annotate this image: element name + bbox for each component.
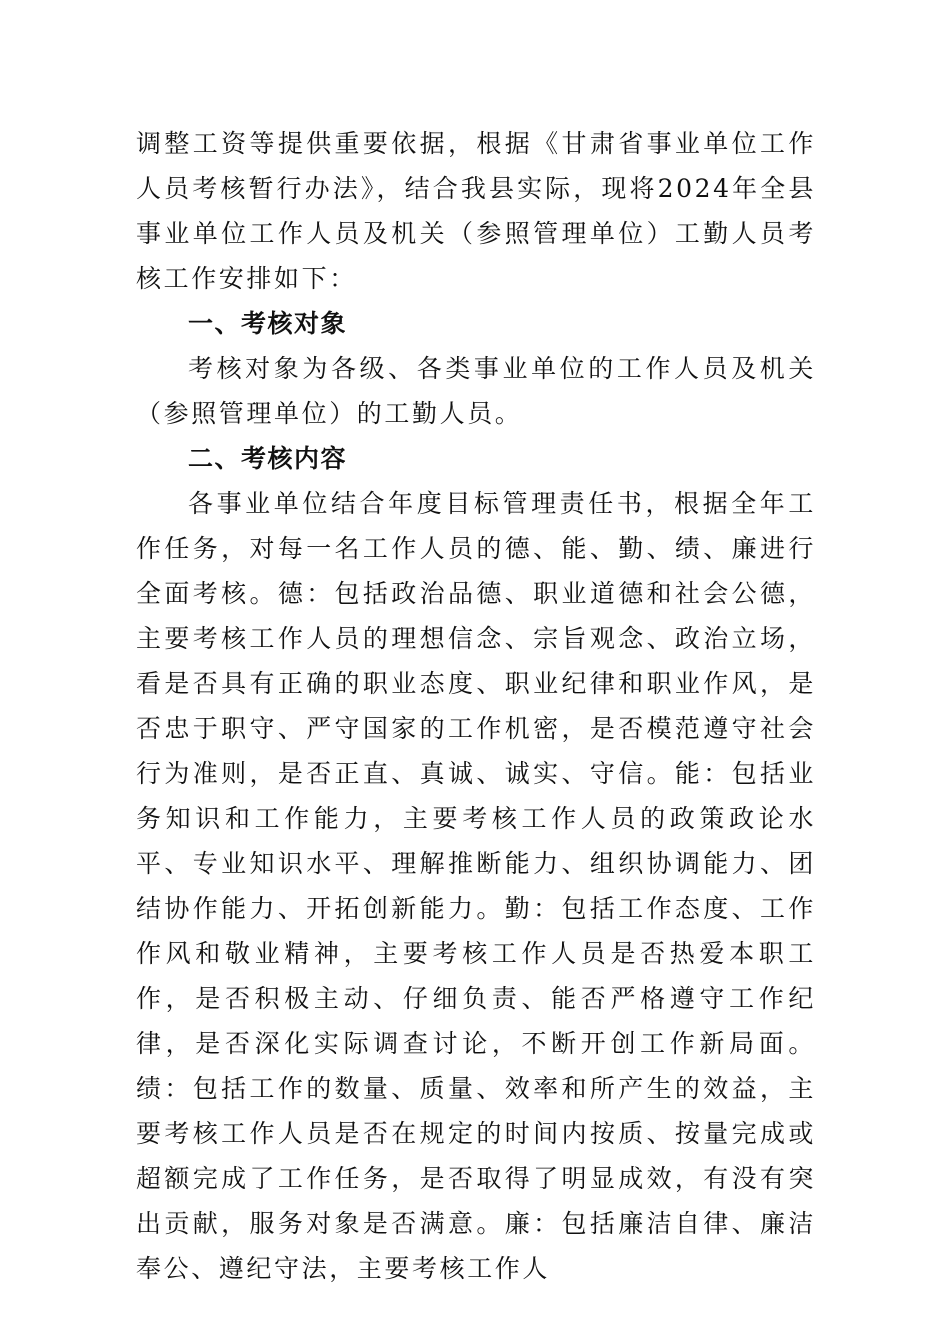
intro-paragraph: 调整工资等提供重要依据，根据《甘肃省事业单位工作人员考核暂行办法》，结合我县实际，现将2024年全县事业单位工作人员及机关（参照管理单位）工勤人员考核工作安排如下： (136, 129, 816, 293)
section-body-assessment-targets: 考核对象为各级、各类事业单位的工作人员及机关（参照管理单位）的工勤人员。 (136, 354, 816, 428)
section-heading-assessment-content: 二、考核内容 (188, 444, 348, 473)
section-heading-assessment-targets: 一、考核对象 (188, 309, 348, 338)
section-body-assessment-content: 各事业单位结合年度目标管理责任书，根据全年工作任务，对每一名工作人员的德、能、勤、绩、廉进行全面考核。德：包括政治品德、职业道德和社会公德，主要考核工作人员的理想信念、宗旨观念、政治立场，看是否具有正确的职业态度、职业纪律和职业作风，是否忠于职守、严守国家的工作机密，是否模范遵守社会行为准则，是否正直、真诚、诚实、守信。能：包括业务知识和工作能力，主要考核工作人员的政策政论水平、专业知识水平、理解推断能力、组织协调能力、团结协作能力、开拓创新能力。勤：包括工作态度、工作作风和敬业精神，主要考核工作人员是否热爱本职工作，是否积极主动、仔细负责、能否严格遵守工作纪律，是否深化实际调查讨论，不断开创工作新局面。绩：包括工作的数量、质量、效率和所产生的效益，主要考核工作人员是否在规定的时间内按质、按量完成或超额完成了工作任务，是否取得了明显成效，有没有突出贡献，服务对象是否满意。廉：包括廉洁自律、廉洁奉公、遵纪守法，主要考核工作人 (136, 489, 816, 1283)
document-body (136, 121, 816, 1291)
